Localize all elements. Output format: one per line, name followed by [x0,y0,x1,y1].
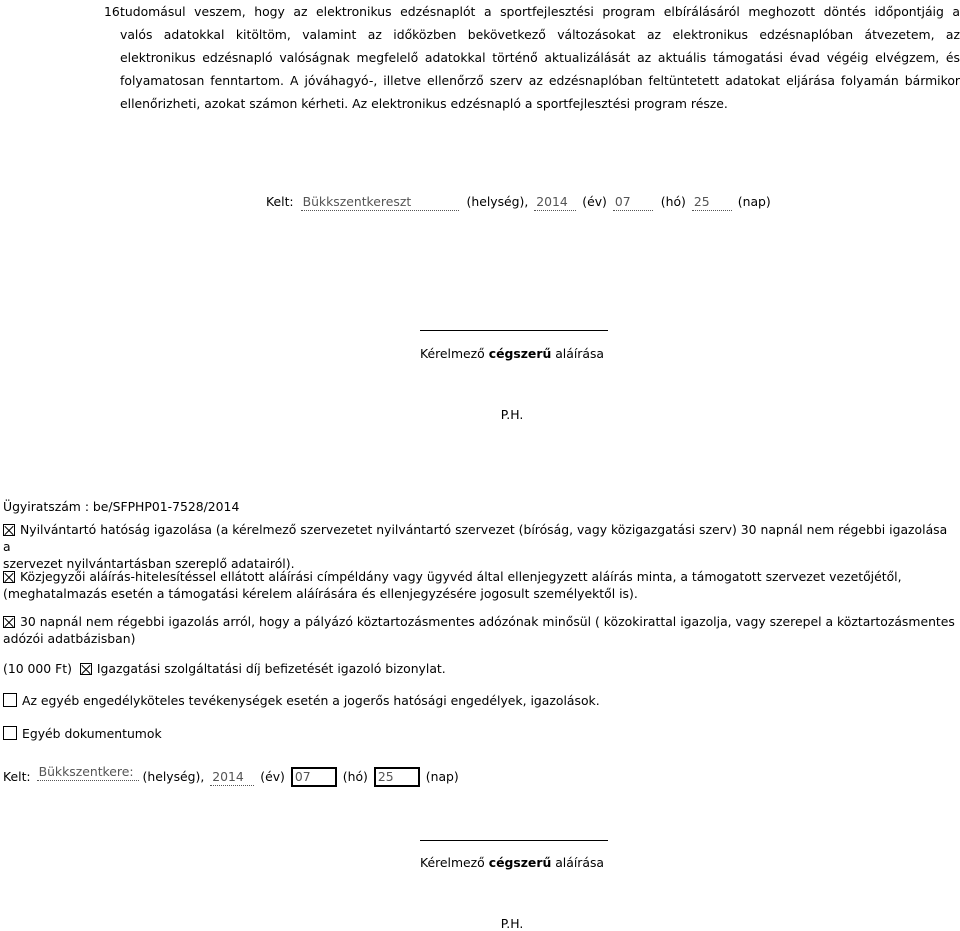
kelt-row-1 [266,194,771,211]
signature-label-text: aláírása [551,855,605,870]
year-suffix: (év) [582,194,607,209]
signature-label-text: aláírása [551,346,605,361]
place-field[interactable]: Bükkszentkereszt [301,194,459,211]
checkbox-checked[interactable] [3,616,15,628]
stamp-label-1: P.H. [500,407,524,422]
attachment-item [3,521,958,572]
month-suffix: (hó) [660,194,686,209]
signature-line-1 [420,330,608,331]
attachment-text: 30 napnál nem régebbi igazolás arról, hogy a pályázó köztartozásmentes adózónak minősül ( közokirattal igazolja, vagy szerepel a köztartozásmentes [20,614,955,629]
kelt-label: Kelt: [266,194,294,209]
attachment-text: Egyéb dokumentumok [22,726,162,741]
checkbox-checked[interactable] [3,524,15,536]
place-field[interactable]: Bükkszentkere: [37,764,139,781]
day-field[interactable]: 25 [692,194,732,211]
declaration-text [120,0,960,115]
signature-label-bold: cégszerű [488,346,552,361]
declaration-line: ellenőrizheti, azokat számon kérheti. Az elektronikus edzésnapló a sportfejlesztési program része. [120,96,728,111]
kelt-row-2 [3,764,459,787]
attachment-prefix: (10 000 Ft) [3,661,72,676]
checkbox-unchecked[interactable] [3,726,17,740]
declaration-line: folyamatosan fenntartom. A jóváhagyó-, illetve ellenőrző szerv az edzésnaplóban feltüntetett adatokat eljárása folyamán bármikor [120,73,960,88]
attachment-text: Az egyéb engedélyköteles tevékenységek esetén a jogerős hatósági engedélyek, igazolások. [22,693,600,708]
signature-line-2 [420,840,608,841]
declaration-line: tudomásul veszem, hogy az elektronikus edzésnaplót a sportfejlesztési program elbírálásáról meghozott döntés időpontjáig a [120,4,960,19]
year-field[interactable]: 2014 [210,769,254,786]
month-field[interactable]: 07 [613,194,653,211]
kelt-label: Kelt: [3,769,31,784]
place-suffix: (helység), [466,194,529,209]
attachment-text: Közjegyzői aláírás-hitelesítéssel ellátott aláírási címpéldány vagy ügyvéd által ellenjegyzett aláírás minta, a támogatott szervezet vezetőjétől, [20,569,902,584]
attachment-text: Nyilvántartó hatóság igazolása (a kérelmező szervezetet nyilvántartó szervezet (bíróság, vagy közigazgatási szerv) 30 napnál nem régebbi igazolása a [3,522,948,554]
place-suffix: (helység), [142,769,205,784]
checkbox-checked[interactable] [3,571,15,583]
signature-label-1 [380,346,644,361]
day-field[interactable]: 25 [374,767,420,787]
month-field[interactable]: 07 [291,767,337,787]
declaration-number: 16. [104,4,124,19]
checkbox-unchecked[interactable] [3,693,17,707]
attachment-text: adózói adatbázisban) [3,631,136,646]
attachment-item [3,692,958,709]
checkbox-checked[interactable] [80,663,92,675]
signature-label-2 [380,855,644,870]
month-suffix: (hó) [342,769,368,784]
signature-label-text: Kérelmező [419,346,489,361]
day-suffix: (nap) [425,769,459,784]
attachment-item [3,725,958,742]
attachment-text: Igazgatási szolgáltatási díj befizetését igazoló bizonylat. [96,661,446,676]
declaration-line: elektronikus edzésnapló valóságnak megfelelő adatokkal történő aktualizálását az aktuális támogatási évad végéig elvégzem, és [120,50,960,65]
attachment-item [3,660,958,677]
year-suffix: (év) [260,769,285,784]
signature-label-text: Kérelmező [419,855,489,870]
day-suffix: (nap) [737,194,771,209]
year-field[interactable]: 2014 [534,194,576,211]
attachment-item [3,613,958,647]
attachment-text: (meghatalmazás esetén a támogatási kérelem aláírására és ellenjegyzésére jogosult személyektől is). [3,586,638,601]
attachment-text: szervezet nyilvántartásban szereplő adatairól). [3,556,295,571]
stamp-label-2: P.H. [500,916,524,931]
file-number: Ügyiratszám : be/SFPHP01-7528/2014 [3,499,240,514]
signature-label-bold: cégszerű [488,855,552,870]
attachment-item [3,568,958,602]
declaration-line: valós adatokkal kitöltöm, valamint az időközben bekövetkező változásokat az elektronikus edzésnaplóban átvezetem, az [120,27,960,42]
